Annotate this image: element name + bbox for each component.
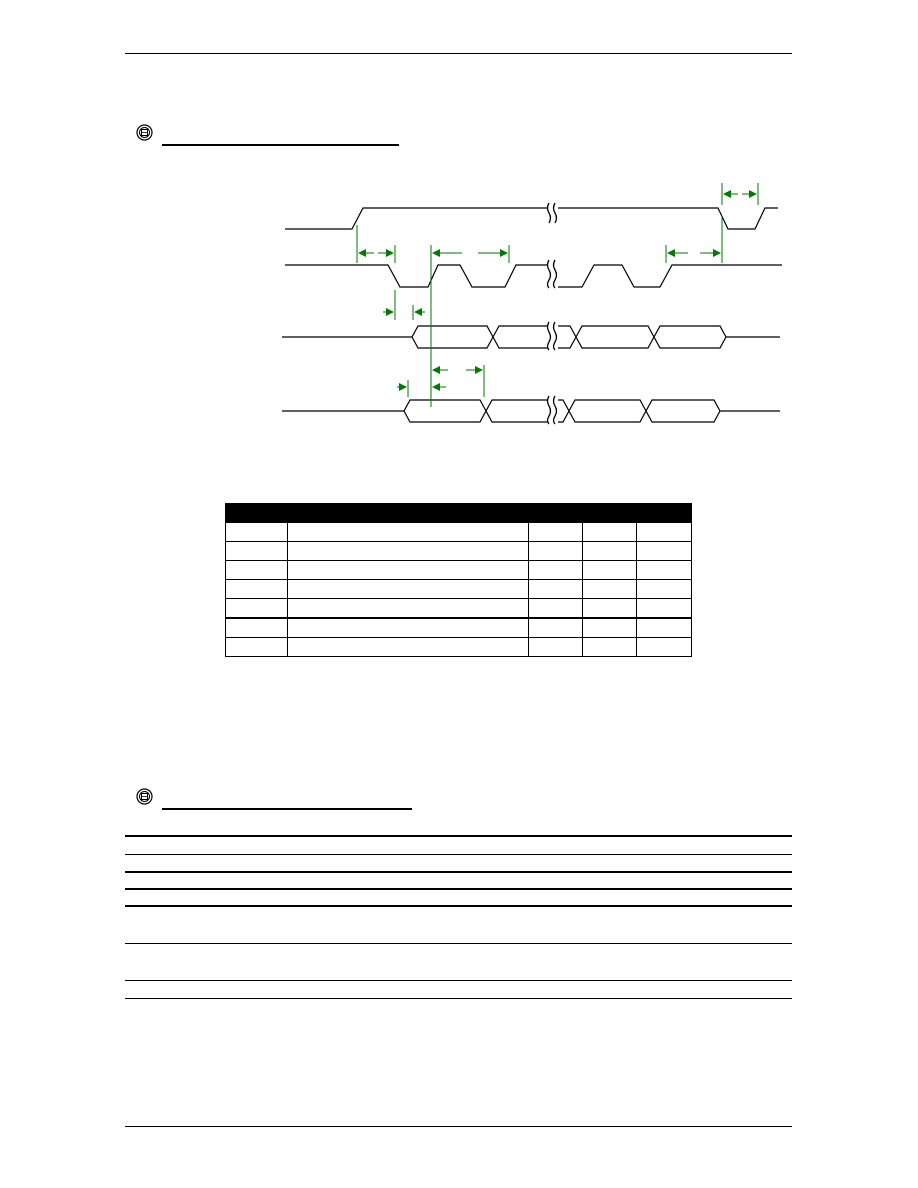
table-row <box>125 854 792 872</box>
table-header <box>583 504 637 523</box>
table-cell <box>529 561 583 580</box>
section-title <box>162 124 399 146</box>
table-cell <box>245 889 792 906</box>
table-row <box>226 580 692 599</box>
table-cell <box>226 618 288 638</box>
table-cell <box>125 980 245 998</box>
table-cell <box>583 580 637 599</box>
signal-4-bus <box>282 400 780 422</box>
table-cell <box>287 580 528 599</box>
chip-icon <box>136 124 153 141</box>
table-row <box>125 872 792 889</box>
table-cell <box>637 542 692 561</box>
table-row <box>125 980 792 998</box>
table-cell <box>245 943 792 980</box>
table-row <box>125 836 792 854</box>
table-cell <box>125 872 245 889</box>
table-cell <box>226 523 288 542</box>
table-row <box>226 542 692 561</box>
table-cell <box>245 836 792 854</box>
table-cell <box>529 638 583 657</box>
table-cell <box>245 872 792 889</box>
table-cell <box>226 542 288 561</box>
table-cell <box>125 836 245 854</box>
table-row <box>226 638 692 657</box>
footer-rule <box>125 1126 792 1127</box>
table-cell <box>245 854 792 872</box>
table-header <box>226 504 288 523</box>
table-cell <box>637 523 692 542</box>
table-row <box>226 599 692 619</box>
table-row <box>125 906 792 943</box>
table-row <box>226 523 692 542</box>
table-cell <box>637 638 692 657</box>
table-cell <box>287 638 528 657</box>
table-cell <box>637 618 692 638</box>
signal-2-waveform <box>285 265 782 287</box>
table-row <box>125 889 792 906</box>
table-header <box>529 504 583 523</box>
table-cell <box>529 542 583 561</box>
table-cell <box>583 561 637 580</box>
table-row <box>125 943 792 980</box>
table-header <box>637 504 692 523</box>
table-cell <box>125 854 245 872</box>
chip-icon <box>136 788 153 805</box>
table-cell <box>637 561 692 580</box>
table-header-row <box>226 504 692 523</box>
table-cell <box>125 906 245 943</box>
signal-1-waveform <box>285 208 778 229</box>
table-cell <box>637 599 692 619</box>
table-cell <box>529 618 583 638</box>
table-cell <box>529 580 583 599</box>
table-cell <box>583 599 637 619</box>
table-cell <box>287 618 528 638</box>
table-cell <box>529 523 583 542</box>
section-title <box>162 788 412 810</box>
table-cell <box>245 980 792 998</box>
table-cell <box>125 889 245 906</box>
table-cell <box>529 599 583 619</box>
table-cell <box>287 561 528 580</box>
header-rule <box>125 53 792 54</box>
table-cell <box>226 561 288 580</box>
table-cell <box>226 638 288 657</box>
table-cell <box>583 523 637 542</box>
table-cell <box>637 580 692 599</box>
table-cell <box>287 542 528 561</box>
timing-table <box>225 503 692 657</box>
break-mark <box>548 203 557 424</box>
table-cell <box>287 523 528 542</box>
table-row <box>226 618 692 638</box>
table-cell <box>287 599 528 619</box>
table-row <box>226 561 692 580</box>
table-cell <box>583 542 637 561</box>
timing-diagram <box>270 175 790 435</box>
table-header <box>287 504 528 523</box>
table-cell <box>583 638 637 657</box>
table-cell <box>583 618 637 638</box>
table-cell <box>226 599 288 619</box>
table-cell <box>245 906 792 943</box>
table-cell <box>226 580 288 599</box>
signal-3-bus <box>282 326 780 348</box>
pin-table <box>125 835 792 999</box>
table-cell <box>125 943 245 980</box>
